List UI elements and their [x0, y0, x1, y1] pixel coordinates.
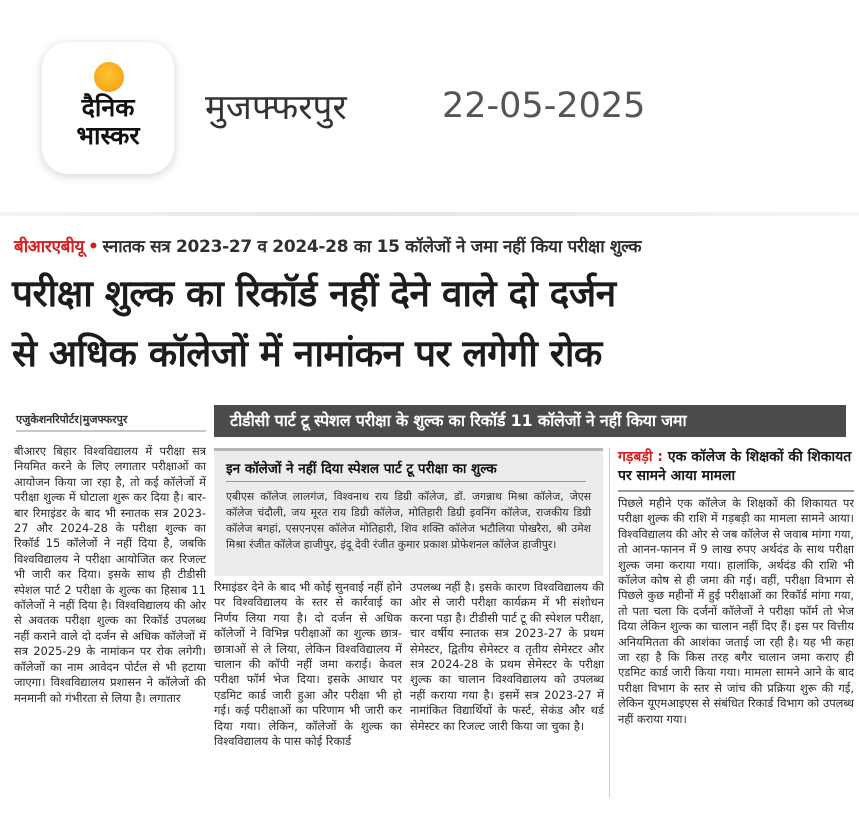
sidebar-column: पिछले महीने एक कॉलेज के शिक्षकों की शिकायत पर परीक्षा शुल्क की राशि में गड़बड़ी का मामला सामने आया। विश्वविद्यालय की ओर से जब कॉलेज से जवाब मांगा गया, तो आनन-फानन में 9 लाख रुपए अर्थदंड के साथ परीक्षा शुल्क जमा कराया गया। हालांकि, अर्थदंड की राशि भी कॉलेज कोष से ही जमा की गई। वहीं, परीक्षा विभाग से पिछले कुछ महीनों में हुई परीक्षाओं का रिकॉर्ड मांगा गया, तो पता चला कि दर्जनों कॉलेजों ने परीक्षा फॉर्म तो भेज दिया लेकिन शुल्क का चालान नहीं दिए हैं। इस पर वित्तीय अनियमितता की आशंका जताई जा रही है। यह भी कहा जा रहा है कि किस तरह बगैर चालान जमा कराए ही एडमिट कार्ड जारी किया गया। मामला सामने आने के बाद परीक्षा विभाग के स्तर से जांच की प्रक्रिया शुरू की गई, लेकिन यूएमआइएस से संबंधित रिकार्ड विभाग को उपलब्ध नहीं कराया गया।	[618, 496, 854, 726]
app-logo	[42, 42, 174, 174]
subheading-bar: टीडीसी पार्ट टू स्पेशल परीक्षा के शुल्क का रिकॉर्ड 11 कॉलेजों ने नहीं किया जमा	[214, 405, 846, 437]
college-list-title: इन कॉलेजों ने नहीं दिया स्पेशल पार्ट टू परीक्षा का शुल्क	[226, 461, 497, 477]
sidebar-heading	[618, 448, 854, 486]
college-list-rule	[226, 481, 586, 482]
kicker-text: स्नातक सत्र 2023-27 व 2024-28 का 15 कॉलेजों ने जमा नहीं किया परीक्षा शुल्क	[102, 237, 642, 257]
article-kicker	[14, 236, 859, 258]
edition-date: 22-05-2025	[442, 86, 646, 126]
sidebar-label: गड़बड़ी :	[618, 449, 663, 465]
logo-text-line1: दैनिक	[81, 93, 135, 122]
sidebar-title: एक कॉलेज के शिक्षकों की शिकायत पर सामने आया मामला	[618, 449, 852, 484]
byline: एजुकेशनरिपोर्टर|मुजफ्फरपुर	[16, 413, 128, 426]
column-divider	[609, 448, 610, 798]
sun-icon	[94, 62, 124, 92]
college-list-box	[214, 448, 603, 576]
sidebar-rule	[618, 490, 854, 492]
article-column-1: बीआरए बिहार विश्वविद्यालय में परीक्षा सत्र नियमित करने के लिए लगातार परीक्षाओं का आयोजन किया जा रहा है, तो कई कॉलेजों में परीक्षा शुल्क में घोटाला शुरू कर दिया है। बार-बार रिमाइंडर के बाद भी स्नातक सत्र 2023-27 और 2024-28 के परीक्षा शुल्क का रिकॉर्ड 15 कॉलेजों ने नहीं दिया है, जबकि विश्वविद्यालय ने परीक्षा आयोजित कर रिजल्ट भी जारी कर दिया। इसके साथ ही टीडीसी स्पेशल पार्ट 2 परीक्षा के शुल्क का हिसाब 11 कॉलेजों ने नहीं दिया है। विश्वविद्यालय की ओर से अवतक परीक्षा शुल्क का रिकॉर्ड उपलब्ध नहीं कराने वाले दो दर्जन से अधिक कॉलेजों में सत्र 2025-29 के नामांकन पर रोक लगेगी। कॉलेजों का नाम आवेदन पोर्टल से भी हटाया जाएगा। विश्वविद्यालय प्रशासन ने कॉलेजों की मनमानी को गंभीरता से लिया है। लगातार	[14, 444, 206, 705]
article-column-3: उपलब्ध नहीं है। इसके कारण विश्वविद्यालय की ओर से जारी परीक्षा कार्यक्रम में भी संशोधन करना पड़ा है। टीडीसी पार्ट टू की स्पेशल परीक्षा, चार वर्षीय स्नातक सत्र 2023-27 के प्रथम सेमेस्टर, द्वितीय सेमेस्टर व तृतीय सेमेस्टर और सत्र 2024-28 के प्रथम सेमेस्टर के परीक्षा शुल्क का चालान विश्वविद्यालय को उपलब्ध नहीं कराया गया है। इसमें सत्र 2023-27 में नामांकित विद्यार्थियों के फर्स्ट, सेकंड और थर्ड सेमेस्टर का रिजल्ट जारी किया जा चुका है।	[410, 580, 604, 733]
clipping-top-edge	[0, 212, 859, 216]
headline-line2: से अधिक कॉलेजों में नामांकन पर लगेगी रोक	[12, 332, 602, 375]
kicker-dot: •	[88, 237, 99, 257]
byline-rule	[16, 430, 206, 432]
kicker-label: बीआरएबीयू	[14, 237, 85, 257]
article-column-2: रिमाइंडर देने के बाद भी कोई सुनवाई नहीं होने पर विश्वविद्यालय के स्तर से कार्रवाई का निर्णय लिया गया है। दो दर्जन से अधिक कॉलेजों ने विभिन्न परीक्षाओं का शुल्क छात्र-छात्राओं से ले लिया, लेकिन विश्वविद्यालय में चालान की कॉपी नहीं जमा कराई। केवल परीक्षा फॉर्म भेज दिया। इसके आधार पर एडमिट कार्ड जारी हुआ और परीक्षा भी हो गई। कई परीक्षाओं का परिणाम भी जारी कर दिया गया। लेकिन, कॉलेजों के शुल्क का विश्वविद्यालय के पास कोई रिकार्ड	[214, 580, 402, 749]
logo-text-line2: भास्कर	[76, 121, 140, 150]
headline-line1: परीक्षा शुल्क का रिकॉर्ड नहीं देने वाले दो दर्जन	[12, 272, 616, 315]
college-list-text: एबीएस कॉलेज लालगंज, विश्वनाथ राय डिग्री कॉलेज, डॉ. जगन्नाथ मिश्रा कॉलेज, जेएस कॉलेज चंदौली, जय मूरत राय डिग्री कॉलेज, मोतिहारी डिग्री इवनिंग कॉलेज, राजकीय डिग्री कॉलेज बगहां, एसएनएस कॉलेज मोतिहारी, शिव शक्ति कॉलेज भटौलिया पोखरैरा, श्री उमेश मिश्रा रंजीत कॉलेज हाजीपुर, इंदू देवी रंजीत कुमार प्रकाश प्रोफेशनल कॉलेज हाजीपुर।	[226, 490, 591, 551]
edition-city: मुजफ्फरपुर	[205, 88, 347, 128]
